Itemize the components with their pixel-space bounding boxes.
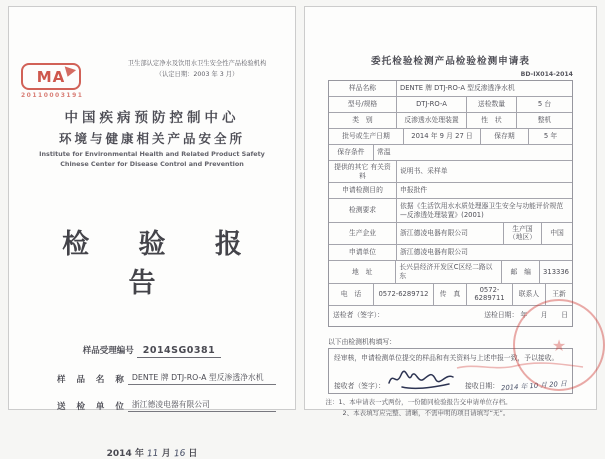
table-row-storage	[329, 145, 572, 161]
quantity-value: 5 台	[537, 100, 552, 109]
accreditation-note	[107, 59, 287, 80]
country-label: 生产国（地区）	[504, 223, 542, 244]
address-label: 地 址	[329, 261, 396, 283]
shelf-life-value: 5 年	[543, 132, 558, 141]
batch-label: 批号或生产日期	[329, 129, 404, 144]
sender-sign-label: 送检者（签字）：	[333, 310, 384, 319]
shelf-life-label: 保存期	[481, 129, 529, 144]
sender-label: 送 检 单 位	[57, 401, 128, 412]
sender-value: 浙江德凌电器有限公司	[128, 399, 276, 412]
date-day-handwritten: 16	[173, 448, 186, 459]
table-row-sender-signature	[329, 306, 572, 326]
table-row-batch	[329, 129, 572, 145]
report-date-line	[9, 446, 295, 459]
acceptance-box	[328, 348, 573, 394]
table-row-sample-name	[329, 81, 572, 97]
storage-value: 常温	[377, 148, 391, 157]
note-1: 注：1、本申请表一式两份，一份随同检验报告交申请单位存档。	[325, 397, 512, 406]
receiver-signature	[334, 368, 459, 390]
sample-number-label: 样品受理编号	[82, 345, 134, 356]
state-value: 整机	[537, 116, 552, 125]
report-cover-page	[8, 6, 296, 459]
org-name-en-line2: Chinese Center for Disease Control and Prevention	[60, 160, 244, 169]
sample-name-value: DENTE 牌 DTJ-RO-A 型反渗透净水机	[400, 84, 515, 93]
storage-label: 保存条件	[329, 145, 374, 160]
requirement-value: 依据《生活饮用水水质处理器卫生安全与功能评价规范—反渗透处理装置》(2001)	[400, 201, 564, 219]
table-row-category	[329, 113, 572, 129]
model-value: DTJ-RO-A	[397, 97, 467, 112]
receiver-signature-line	[334, 368, 568, 393]
agency-fill-note: 以下由检测机构填写：	[328, 337, 396, 346]
receiver-label: 接收者（签字）：	[334, 381, 385, 390]
manufacturer-value: 浙江德凌电器有限公司	[397, 223, 504, 244]
date-day-unit: 日	[188, 448, 198, 459]
organization-heading	[9, 106, 295, 169]
sender-date-label: 送检日期：	[484, 310, 519, 319]
purpose-label: 申请检测目的	[329, 183, 397, 198]
requirement-label: 检测要求	[329, 199, 397, 222]
receive-date-label: 接收日期：	[465, 381, 500, 390]
signature-scribble	[385, 368, 459, 390]
table-row-manufacturer	[329, 223, 572, 245]
stamp-star-icon: ★	[551, 335, 567, 355]
sender-date-blank: 年 月 日	[520, 310, 568, 319]
sender-line	[57, 399, 295, 412]
category-value: 反渗透水处理装置	[397, 113, 467, 128]
application-form-table	[328, 80, 573, 327]
cma-certificate-number: 20110003191	[21, 92, 84, 99]
contact-value: 王新	[552, 289, 566, 298]
quantity-label: 送检数量	[467, 97, 517, 112]
postcode-label: 邮 编	[502, 261, 540, 283]
accreditation-line1: 卫生部认定净水及饮用水卫生安全性产品检验机构	[127, 60, 267, 67]
form-code: BD-IX014-2014	[520, 71, 573, 78]
address-value: 长兴县经济开发区C区经二路以东	[396, 261, 502, 283]
purpose-value: 申报批件	[400, 186, 428, 195]
fax-label: 传 真	[434, 284, 467, 305]
note-2: 2、本表填写应完整、清晰，不需申明的项目请填写“无”。	[342, 408, 510, 417]
form-title: 委托检验检测产品检验检测申请表	[371, 56, 530, 67]
acceptance-statement: 经审核，申请检测单位提交的样品和有关资料与上述申报一致，予以接收。	[334, 353, 559, 362]
sender-signature-line	[329, 306, 572, 326]
date-year: 2014 年	[106, 448, 144, 459]
batch-value: 2014 年 9 月 27 日	[404, 129, 481, 144]
table-row-phone	[329, 284, 572, 306]
receive-date-handwritten: 2014 年 10 月 20 日	[501, 379, 568, 393]
sample-number-value: 2014SG0381	[137, 345, 222, 358]
receive-date	[465, 379, 568, 393]
sample-name-label: 样品名称	[329, 81, 397, 96]
table-row-requirement	[329, 199, 572, 223]
org-name-cn-line1: 中国疾病预防控制中心	[64, 110, 240, 127]
applicant-value: 浙江德凌电器有限公司	[400, 248, 468, 257]
category-label: 类 别	[329, 113, 397, 128]
phone-label: 电 话	[329, 284, 374, 305]
country-value: 中国	[550, 229, 564, 238]
sample-acceptance-number-line	[9, 344, 295, 358]
accreditation-line2: （认定日期：2003 年 3 月）	[155, 70, 239, 78]
org-name-en	[9, 150, 295, 169]
table-row-applicant	[329, 245, 572, 261]
fax-value: 0572-6289711	[467, 284, 513, 305]
other-docs-value: 说明书、采样单	[400, 167, 448, 176]
cma-accreditation-stamp	[21, 63, 91, 105]
org-name-cn-line2: 环境与健康相关产品安全所	[58, 131, 245, 147]
application-form-page	[304, 6, 597, 417]
state-label: 性 状	[467, 113, 517, 128]
table-row-model	[329, 97, 572, 113]
table-row-address	[329, 261, 572, 284]
table-row-purpose	[329, 183, 572, 199]
cma-logo-text: MA	[36, 67, 66, 86]
sample-name-label: 样 品 名 称	[57, 374, 128, 385]
date-month-handwritten: 11	[146, 448, 159, 459]
contact-label: 联系人	[513, 284, 546, 305]
postcode-value: 313336	[543, 267, 569, 276]
sample-name-value: DENTE 牌 DTJ-RO-A 型反渗透净水机	[128, 372, 276, 385]
manufacturer-label: 生产企业	[329, 223, 397, 244]
other-docs-label: 提供的其它 有关资料	[329, 161, 397, 182]
footer-notes	[326, 397, 576, 418]
report-title: 检 验 报 告	[62, 228, 262, 299]
model-label: 型号/规格	[329, 97, 397, 112]
phone-value: 0572-6289712	[374, 284, 434, 305]
sender-date	[484, 309, 568, 323]
date-month-unit: 月	[161, 448, 171, 459]
table-row-other-docs	[329, 161, 572, 183]
sample-name-line	[57, 372, 295, 385]
applicant-label: 申请单位	[329, 245, 397, 260]
cma-logo	[21, 63, 81, 90]
org-name-en-line1: Institute for Environmental Health and Related Product Safety	[39, 150, 265, 159]
